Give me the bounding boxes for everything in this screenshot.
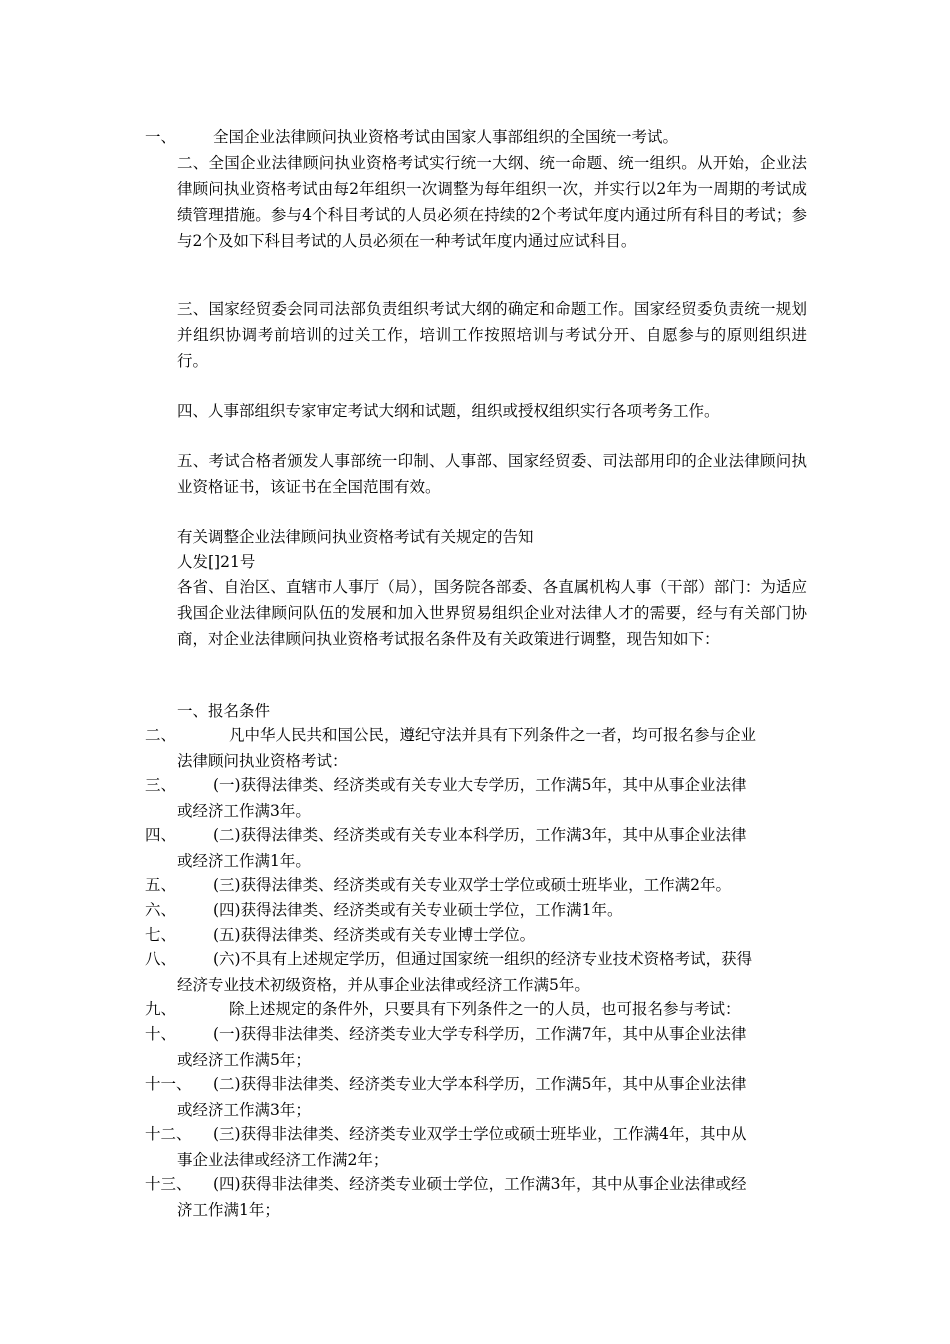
notice-title: 有关调整企业法律顾问执业资格考试有关规定的告知 [177, 528, 534, 546]
item-text [177, 1171, 807, 1223]
item-text-rest: 法律顾问执业资格考试： [177, 752, 348, 770]
item-number: 十一、 [145, 1075, 192, 1093]
item-text [177, 1071, 807, 1123]
item-text-rest: 或经济工作满3年。 [177, 802, 311, 820]
numbered-item-13 [145, 1171, 807, 1223]
item-text-rest: 经济专业技术初级资格，并从事企业法律或经济工作满5年。 [177, 976, 590, 994]
item-text: 全国企业法律顾问执业资格考试由国家人事部组织的全国统一考试。 [213, 128, 679, 146]
item-number: 六、 [145, 901, 177, 919]
item-text: (四)获得法律类、经济类或有关专业硕士学位，工作满1年。 [213, 901, 623, 919]
item-number: 一、 [145, 128, 177, 146]
paragraph-exam-organization: 二、全国企业法律顾问执业资格考试实行统一大纲、统一命题、统一组织。从开始，企业法律顾问执业资格考试由每2年组织一次调整为每年组织一次，并实行以2年为一周期的考试成绩管理措施。参与4个科目考试的人员必须在持续的2个考试年度内通过所有科目的考试；参与2个及如下科目考试的人员必须在一种考试年度内通过应试科目。 [177, 154, 807, 250]
item-number: 十二、 [145, 1125, 192, 1143]
numbered-item-6 [145, 897, 807, 923]
item-number: 十三、 [145, 1175, 192, 1193]
item-text-rest: 事企业法律或经济工作满2年； [177, 1151, 389, 1169]
numbered-item-10 [145, 1021, 807, 1073]
numbered-item-2 [145, 722, 807, 774]
numbered-item-4 [145, 822, 807, 874]
numbered-item-5 [145, 872, 807, 898]
item-text-first-line: (一)获得法律类、经济类或有关专业大专学历，工作满5年，其中从事企业法律 [213, 776, 747, 794]
item-text: 除上述规定的条件外，只要具有下列条件之一的人员，也可报名参与考试： [229, 1000, 741, 1018]
item-text [177, 722, 807, 774]
item-text-first-line: (一)获得非法律类、经济类专业大学专科学历，工作满7年，其中从事企业法律 [213, 1025, 747, 1043]
numbered-item-1 [145, 124, 807, 150]
item-text [177, 1021, 807, 1073]
item-number: 二、 [145, 726, 177, 744]
numbered-item-11 [145, 1071, 807, 1123]
numbered-item-12 [145, 1121, 807, 1173]
item-number: 八、 [145, 950, 177, 968]
item-text-first-line: 凡中华人民共和国公民，遵纪守法并具有下列条件之一者，均可报名参与企业 [229, 726, 757, 744]
numbered-item-3 [145, 772, 807, 824]
section-heading-registration: 一、报名条件 [177, 702, 271, 720]
item-text: (三)获得法律类、经济类或有关专业双学士学位或硕士班毕业，工作满2年。 [213, 876, 731, 894]
item-text-rest: 或经济工作满1年。 [177, 852, 311, 870]
item-text [177, 772, 807, 824]
item-text [177, 946, 807, 998]
paragraph-expert-review: 四、人事部组织专家审定考试大纲和试题，组织或授权组织实行各项考务工作。 [177, 402, 720, 420]
document-number: 人发[]21号 [177, 553, 256, 571]
item-number: 七、 [145, 926, 177, 944]
item-text-first-line: (四)获得非法律类、经济类专业硕士学位，工作满3年，其中从事企业法律或经 [213, 1175, 747, 1193]
item-number: 四、 [145, 826, 177, 844]
item-text-rest: 或经济工作满3年； [177, 1101, 311, 1119]
item-text [177, 1121, 807, 1173]
numbered-item-8 [145, 946, 807, 998]
item-number: 十、 [145, 1025, 177, 1043]
item-text-rest: 济工作满1年； [177, 1201, 280, 1219]
item-text-first-line: (二)获得法律类、经济类或有关专业本科学历，工作满3年，其中从事企业法律 [213, 826, 747, 844]
paragraph-certificate: 五、考试合格者颁发人事部统一印制、人事部、国家经贸委、司法部用印的企业法律顾问执业资格证书，该证书在全国范围有效。 [177, 452, 807, 496]
numbered-item-9 [145, 996, 807, 1022]
item-number: 五、 [145, 876, 177, 894]
item-text: (五)获得法律类、经济类或有关专业博士学位。 [213, 926, 536, 944]
item-text [177, 822, 807, 874]
item-text-rest: 或经济工作满5年； [177, 1051, 311, 1069]
paragraph-addressees: 各省、自治区、直辖市人事厅（局），国务院各部委、各直属机构人事（干部）部门：为适应我国企业法律顾问队伍的发展和加入世界贸易组织企业对法律人才的需要，经与有关部门协商，对企业法律顾问执业资格考试报名条件及有关政策进行调整，现告知如下： [177, 578, 807, 648]
paragraph-syllabus-responsibility: 三、国家经贸委会同司法部负责组织考试大纲的确定和命题工作。国家经贸委负责统一规划并组织协调考前培训的过关工作，培训工作按照培训与考试分开、自愿参与的原则组织进行。 [177, 300, 807, 370]
item-number: 九、 [145, 1000, 177, 1018]
item-number: 三、 [145, 776, 177, 794]
item-text-first-line: (二)获得非法律类、经济类专业大学本科学历，工作满5年，其中从事企业法律 [213, 1075, 747, 1093]
item-text-first-line: (六)不具有上述规定学历，但通过国家统一组织的经济专业技术资格考试，获得 [213, 950, 753, 968]
numbered-item-7 [145, 922, 807, 948]
item-text-first-line: (三)获得非法律类、经济类专业双学士学位或硕士班毕业，工作满4年，其中从 [213, 1125, 747, 1143]
